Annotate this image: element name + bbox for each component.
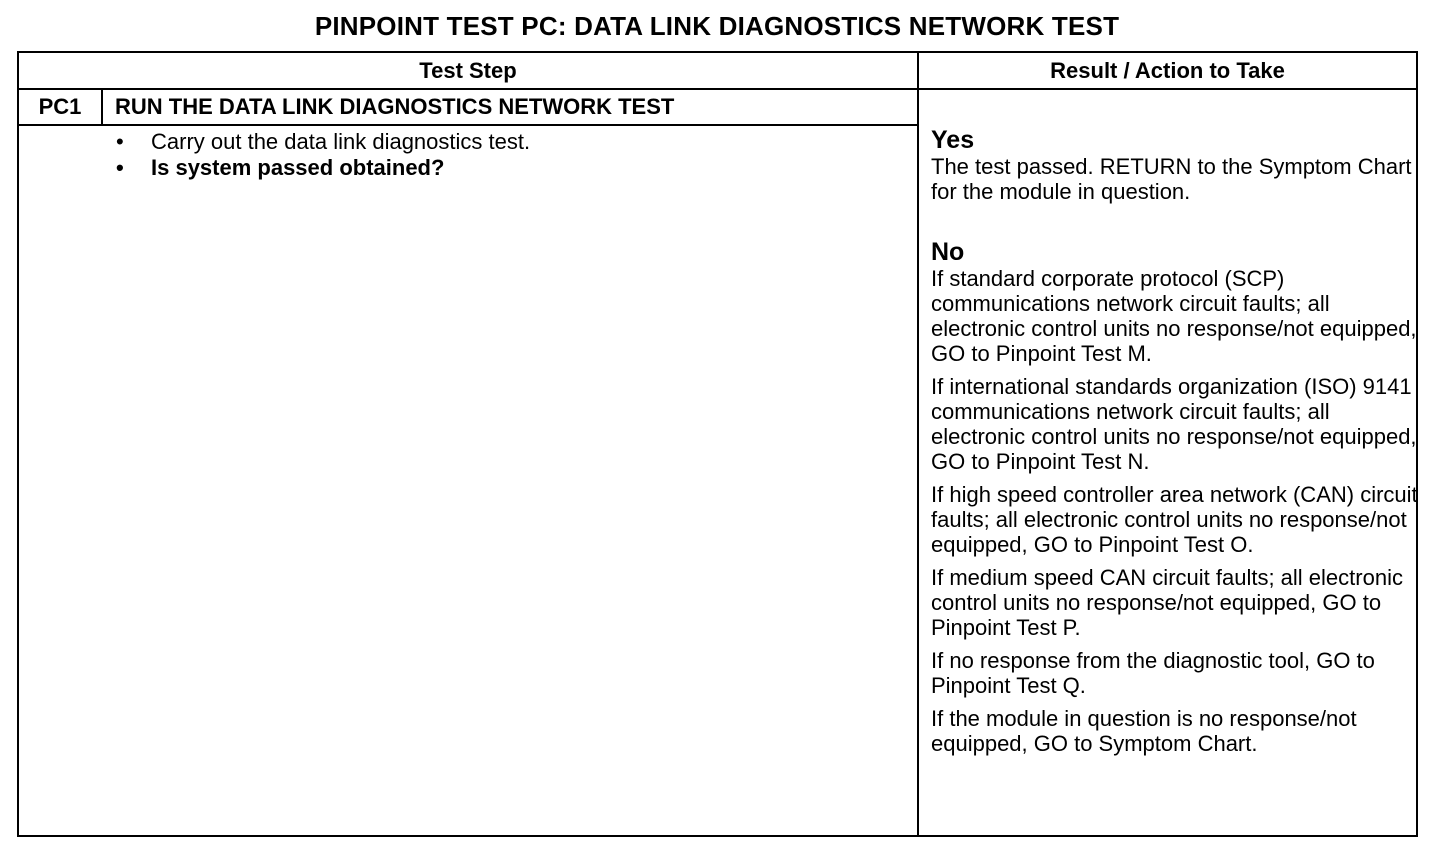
question-text: Is system passed obtained?	[151, 155, 445, 180]
list-item	[111, 155, 530, 181]
column-divider	[917, 53, 919, 835]
step-instructions	[111, 129, 530, 181]
spacer	[931, 474, 1419, 482]
no-action-item: If international standards organization (ISO) 9141 communications network circuit faults; all electronic control units no response/not equipped, GO to Pinpoint Test N.	[931, 374, 1417, 474]
result-column	[931, 127, 1419, 756]
no-action-item: If standard corporate protocol (SCP) communications network circuit faults; all electronic control units no response/not equipped, GO to Pinpoint Test M.	[931, 266, 1417, 366]
no-action-item: If the module in question is no response/not equipped, GO to Symptom Chart.	[931, 706, 1357, 756]
bullet-icon: •	[116, 129, 124, 154]
spacer	[931, 640, 1419, 648]
header-result-action: Result / Action to Take	[1050, 58, 1285, 83]
no-action-item: If no response from the diagnostic tool, GO to Pinpoint Test Q.	[931, 648, 1375, 698]
step-id-divider	[101, 88, 103, 124]
step-title: RUN THE DATA LINK DIAGNOSTICS NETWORK TEST	[115, 94, 675, 119]
spacer	[931, 366, 1419, 374]
yes-action: The test passed. RETURN to the Symptom Chart for the module in question.	[931, 154, 1412, 204]
list-item	[111, 129, 530, 155]
instruction-text: Carry out the data link diagnostics test.	[151, 129, 531, 154]
no-action-item: If medium speed CAN circuit faults; all electronic control units no response/not equipped, GO to Pinpoint Test P.	[931, 565, 1403, 640]
no-label: No	[931, 238, 965, 266]
yes-label: Yes	[931, 126, 975, 154]
page-title: PINPOINT TEST PC: DATA LINK DIAGNOSTICS NETWORK TEST	[314, 11, 1120, 41]
no-action-item: If high speed controller area network (CAN) circuit faults; all electronic control units no response/not equipped, GO to Pinpoint Test O.	[931, 482, 1418, 557]
bullet-icon: •	[116, 155, 124, 180]
pinpoint-test-table	[17, 51, 1418, 837]
header-test-step: Test Step	[419, 58, 517, 83]
spacer	[931, 204, 1419, 239]
spacer	[931, 698, 1419, 706]
step-title-rule	[19, 124, 917, 126]
step-id: PC1	[38, 94, 82, 119]
spacer	[931, 557, 1419, 565]
